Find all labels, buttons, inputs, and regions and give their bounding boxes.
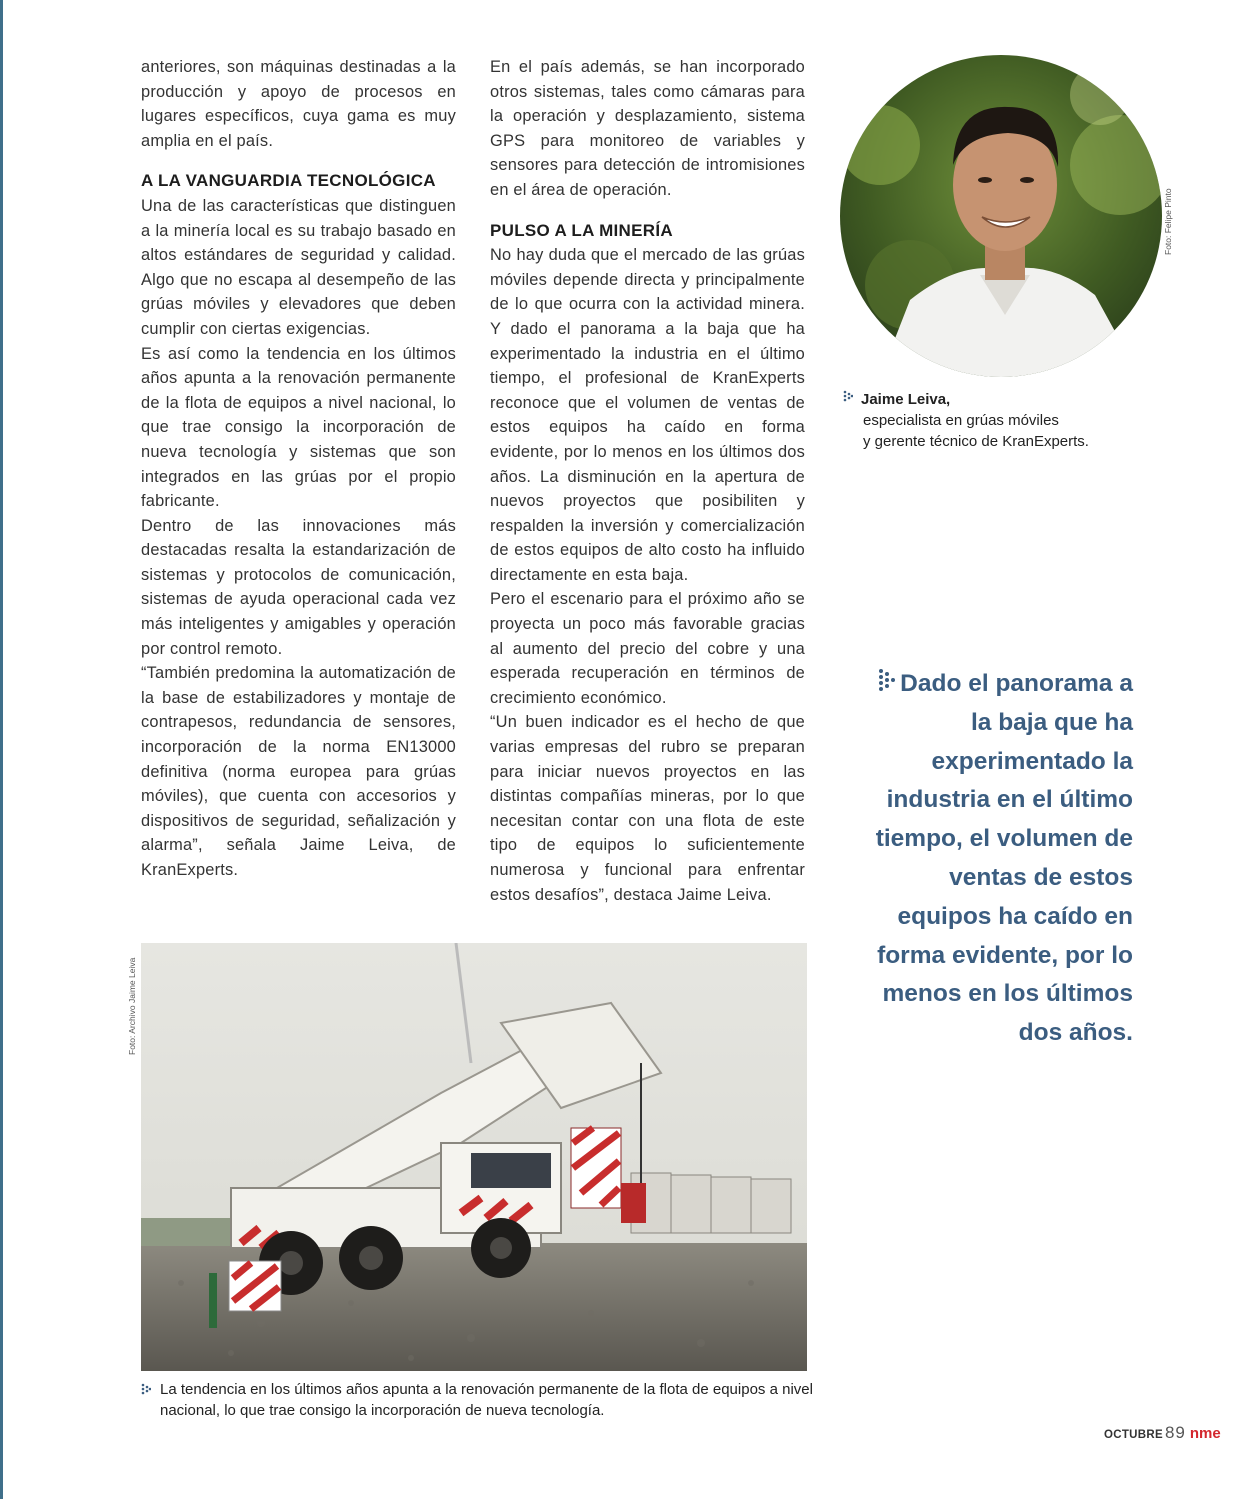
bullet-dots-icon [878, 667, 896, 693]
paragraph: Pero el escenario para el próximo año se proyecta un poco más favorable gracias al aumento del precio del cobre y una esperada recuperación en términos de crecimiento económico. [490, 590, 805, 707]
paragraph: “Un buen indicador es el hecho de que varias empresas del rubro se preparan para iniciar nuevos proyectos en las distintas compañías mineras, por lo que necesitan contar con una flota de este tipo de equipos lo suficientemente numerosa y funcional para enfrentar estos desafíos”, destaca Jaime Leiva. [490, 713, 805, 904]
caption-role-line-1: especialista en grúas móviles [863, 412, 1059, 429]
portrait-photo [840, 55, 1162, 377]
crane-photo-credit: Foto: Archivo Jaime Leiva [127, 957, 137, 1055]
pull-quote-text: Dado el panorama a la baja que ha experimentado la industria en el último tiempo, el volumen de ventas de estos equipos ha caído en forma evidente, por lo menos en los últimos dos años. [875, 670, 1133, 1047]
crane-illustration [141, 943, 807, 1371]
paragraph: Una de las características que distinguen a la minería local es su trabajo basado en altos estándares de seguridad y calidad. Algo que no escapa al desempeño de las grúas móviles y elevadores que deben cumplir con ciertas exigencias. [141, 196, 456, 338]
portrait-caption [843, 389, 1143, 452]
folio-brand-logo: nme [1189, 1425, 1221, 1442]
article-column-1 [141, 55, 456, 883]
section-heading: A LA VANGUARDIA TECNOLÓGICA [141, 171, 436, 191]
paragraph: No hay duda que el mercado de las grúas móviles depende directa y principalmente de lo que ocurra con la actividad minera. Y dado el panorama a la baja que ha experimentado la industria en el último tiempo, el profesional de KranExperts reconoce que el volumen de ventas de estos equipos ha caído en forma evidente, por lo menos en los últimos dos años. La disminución en la apertura de nuevos proyectos que posibiliten y respalden la inversión y comercialización de estos equipos de alto costo ha influido directamente en esta baja. [490, 246, 805, 584]
paragraph: anteriores, son máquinas destinadas a la producción y apoyo de procesos en lugares específicos, cuya gama es muy amplia en el país. [141, 58, 456, 150]
page-edge-rule [0, 0, 3, 1499]
paragraph: Es así como la tendencia en los últimos años apunta a la renovación permanente de la flota de equipos a nivel nacional, lo que trae consigo la incorporación de nueva tecnología y sistemas que son integrados en las grúas por el propio fabricante. [141, 344, 456, 511]
crane-photo-caption [141, 1379, 821, 1421]
folio-page-number: 89 [1164, 1423, 1186, 1442]
paragraph: Dentro de las innovaciones más destacadas resalta la estandarización de sistemas y protocolos de comunicación, sistemas de ayuda operacional cada vez más inteligentes y amigables y operación por control remoto. [141, 516, 456, 658]
bullet-dots-icon [843, 389, 853, 405]
portrait-illustration [840, 55, 1162, 377]
page-folio [1104, 1423, 1221, 1443]
paragraph: En el país además, se han incorporado otros sistemas, tales como cámaras para la operación y desplazamiento, sistema GPS para monitoreo de variables y sensores para detección de intromisiones en el área de operación. [490, 58, 805, 199]
article-column-2 [490, 55, 805, 907]
folio-month: OCTUBRE [1104, 1429, 1163, 1441]
paragraph: “También predomina la automatización de la base de estabilizadores y montaje de contrapesos, redundancia de sensores, incorporación de la norma EN13000 definitiva (norma europea para grúas móviles), que cuenta con accesorios y dispositivos de seguridad, señalización y alarma”, señala Jaime Leiva, de KranExperts. [141, 664, 456, 879]
caption-name: Jaime Leiva, [861, 391, 951, 408]
portrait-photo-credit: Foto: Felipe Pinto [1163, 188, 1173, 255]
crane-photo [141, 943, 807, 1371]
pull-quote [868, 665, 1133, 1053]
section-heading: PULSO A LA MINERÍA [490, 220, 673, 240]
caption-role-line-2: y gerente técnico de KranExperts. [863, 433, 1089, 450]
crane-caption-text: La tendencia en los últimos años apunta a la renovación permanente de la flota de equipos a nivel nacional, lo que trae consigo la incorporación de nueva tecnología. [160, 1381, 813, 1419]
bullet-dots-icon [141, 1382, 151, 1398]
